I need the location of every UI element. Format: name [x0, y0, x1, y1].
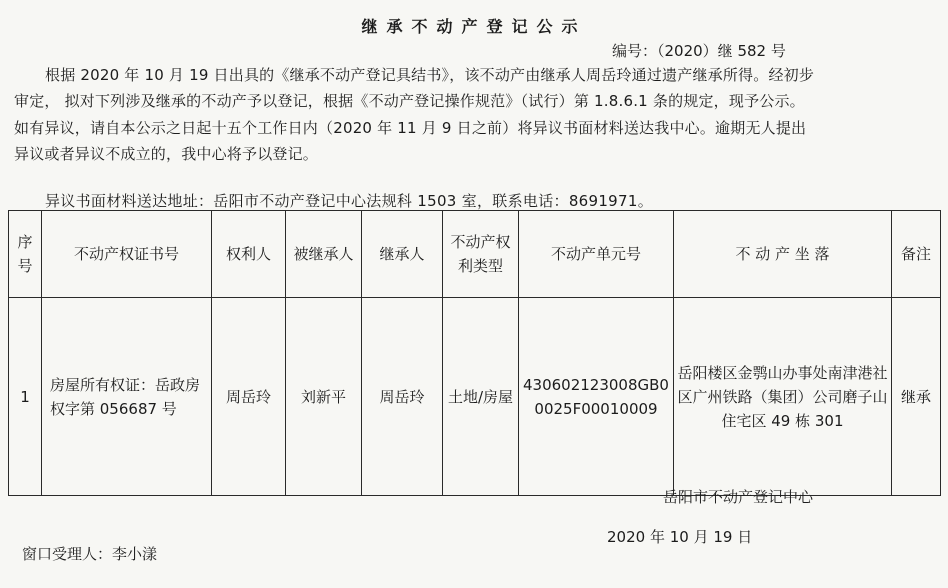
cell-cert: 房屋所有权证：岳政房权字第 056687 号 [42, 298, 212, 496]
cell-location: 岳阳楼区金鹗山办事处南津港社区广州铁路（集团）公司磨子山住宅区 49 栋 301 [674, 298, 892, 496]
header-right-type: 不动产权利类型 [443, 211, 519, 298]
cell-unit-no: 430602123008GB00025F00010009 [519, 298, 674, 496]
header-holder: 权利人 [212, 211, 286, 298]
cell-remark: 继承 [892, 298, 941, 496]
paragraph-line: 根据 2020 年 10 月 19 日出具的《继承不动产登记具结书》，该不动产由继承人周岳玲通过遗产继承所得。经初步 [45, 66, 815, 84]
page-title: 继承不动产登记公示 [361, 17, 587, 36]
header-cert: 不动产权证书号 [42, 211, 212, 298]
table-row [9, 298, 941, 496]
paragraph-line: 审定， 拟对下列涉及继承的不动产予以登记，根据《不动产登记操作规范》（试行）第 1.8.6.1 条的规定，现予公示。 [14, 92, 805, 111]
header-location: 不 动 产 坐 落 [674, 211, 892, 298]
header-decedent: 被继承人 [286, 211, 362, 298]
header-heir: 继承人 [362, 211, 443, 298]
paragraph-line: 如有异议，请自本公示之日起十五个工作日内（2020 年 11 月 9 日之前）将异议书面材料送达我中心。逾期无人提出 [14, 118, 807, 137]
paragraph-line: 异议或者异议不成立的，我中心将予以登记。 [14, 145, 319, 164]
issue-date: 2020 年 10 月 19 日 [607, 528, 753, 546]
registration-table [8, 210, 941, 496]
cell-right-type: 土地/房屋 [443, 298, 519, 496]
header-unit-no: 不动产单元号 [519, 211, 674, 298]
header-remark: 备注 [892, 211, 941, 298]
cell-heir: 周岳玲 [362, 298, 443, 496]
cell-holder: 周岳玲 [212, 298, 286, 496]
objection-address: 异议书面材料送达地址：岳阳市不动产登记中心法规科 1503 室，联系电话：8691971。 [45, 192, 654, 210]
cell-decedent: 刘新平 [286, 298, 362, 496]
header-seq: 序号 [9, 211, 42, 298]
cell-seq: 1 [9, 298, 42, 496]
table-header-row [9, 211, 941, 298]
notice-paragraph [14, 62, 936, 168]
window-clerk: 窗口受理人：李小漾 [22, 545, 158, 563]
document-number: 编号：（2020）继 582 号 [612, 42, 786, 60]
issuer-name: 岳阳市不动产登记中心 [663, 488, 814, 506]
